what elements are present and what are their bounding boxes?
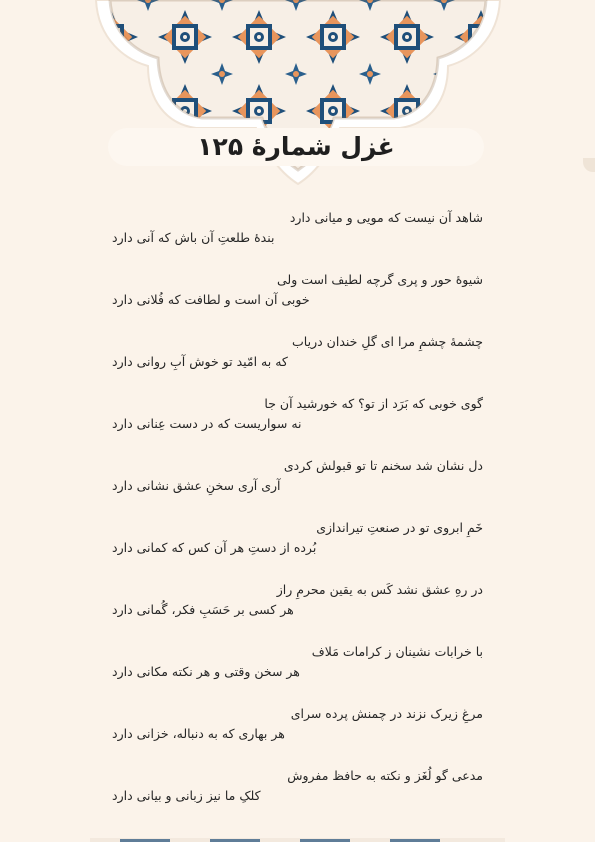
hemistich-second: خوبی آن است و لطافت که فُلانی دارد: [112, 292, 310, 307]
hemistich-first: خَمِ ابروی تو در صنعتِ تیراندازی: [316, 520, 483, 535]
hemistich-second: هر بهاری که به دنباله، خزانی دارد: [112, 726, 285, 741]
hemistich-second: هر سخن وقتی و هر نکته مکانی دارد: [112, 664, 300, 679]
hemistich-first: مدعی گو لُغَز و نکته به حافظ مفروش: [287, 768, 483, 783]
hemistich-second: آری آری سخنِ عشق نشانی دارد: [112, 478, 281, 493]
couplet: [112, 206, 483, 268]
couplet: [112, 454, 483, 516]
hemistich-first: چشمهٔ چشمِ مرا ای گلِ خندان دریاب: [292, 334, 483, 349]
couplet: [112, 392, 483, 454]
poem-title: غزل شمارهٔ ۱۲۵: [197, 132, 395, 161]
hemistich-second: هر کسی بر حَسَبِ فکر، گُمانی دارد: [112, 602, 294, 617]
couplet: [112, 516, 483, 578]
hemistich-first: دل نشان شد سخنم تا تو قبولش کردی: [283, 458, 483, 473]
couplet: [112, 578, 483, 640]
hemistich-first: در رهِ عشق نشد کَس به یقین محرمِ راز: [276, 582, 483, 597]
title-banner: [108, 128, 484, 166]
header-ornament-tiles: [0, 0, 595, 200]
couplet: [112, 702, 483, 764]
hemistich-first: گوی خوبی که بَرَد از تو؟ که خورشید آن جا: [264, 396, 483, 411]
hemistich-second: بُرده از دستِ هر آن کس که کمانی دارد: [112, 540, 317, 555]
hemistich-second: نه سواریست که در دست عِنانی دارد: [112, 416, 302, 431]
hemistich-second: کلکِ ما نیز زبانی و بیانی دارد: [112, 788, 261, 803]
hemistich-first: مرغِ زیرک نزند در چمنش پرده سرای: [290, 706, 483, 721]
couplet: [112, 268, 483, 330]
couplet: [112, 640, 483, 702]
couplet: [112, 330, 483, 392]
couplet: [112, 764, 483, 826]
hemistich-first: شاهد آن نیست که مویی و میانی دارد: [289, 210, 483, 225]
hemistich-first: شیوهٔ حور و پری گرچه لطیف است ولی: [276, 272, 483, 287]
footer-ornament-strip: [90, 838, 505, 842]
poem-body: [112, 206, 483, 826]
hemistich-second: بندهٔ طلعتِ آن باش که آنی دارد: [112, 230, 275, 245]
hemistich-second: که به امّید تو خوش آبِ روانی دارد: [112, 354, 288, 369]
hemistich-first: با خرابات نشینان ز کرامات مَلاف: [311, 644, 483, 659]
